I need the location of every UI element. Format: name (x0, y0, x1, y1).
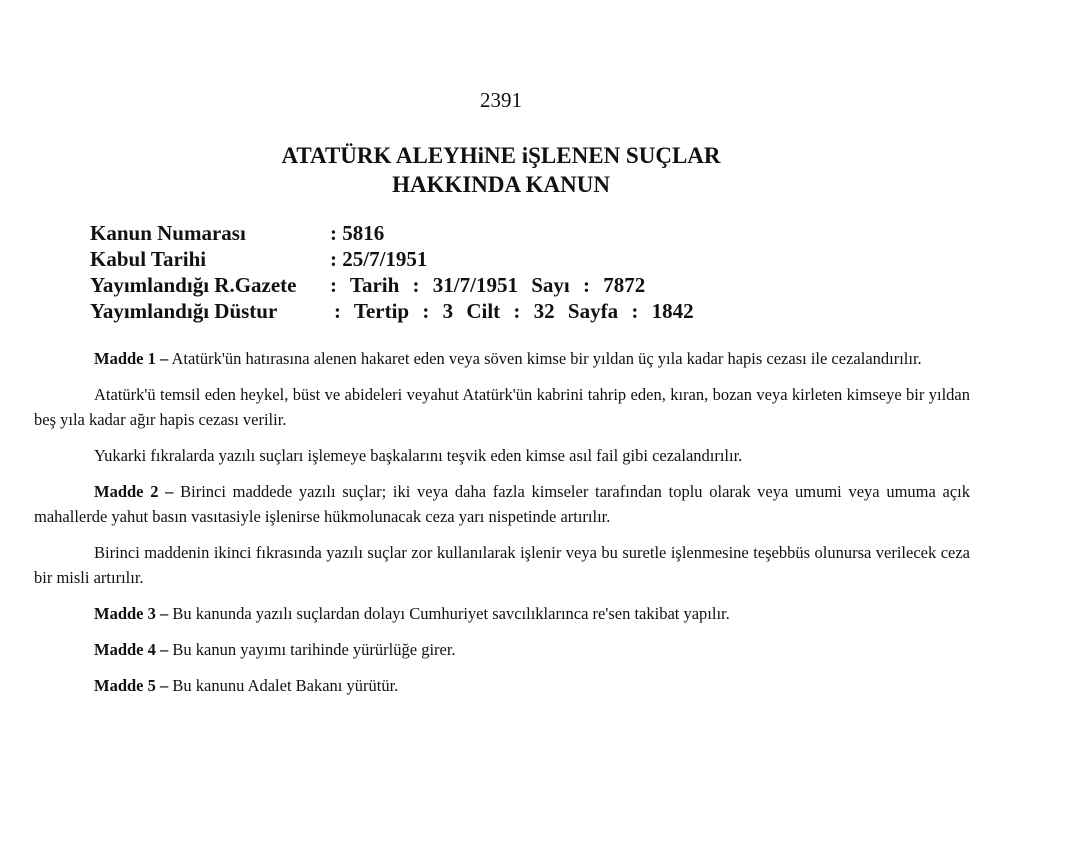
meta-value-official-gazette: : Tarih : 31/7/1951 Sayı : 7872 (330, 273, 646, 297)
article-4-text: Bu kanun yayımı tarihinde yürürlüğe girer. (172, 640, 456, 659)
article-2-text: Birinci maddede yazılı suçlar; iki veya daha fazla kimseler tarafından toplu olarak veya umumi veya umuma açık mahallerde yahut basın vasıtasiyle işlenirse hükmolunacak ceza yarı nispetinde artırılır. (34, 482, 970, 526)
article-1-text: Atatürk'ün hatırasına alenen hakaret eden veya söven kimse bir yıldan üç yıla kadar hapis cezası ile cezalandırılır. (171, 349, 922, 368)
article-3 (34, 601, 970, 626)
article-2-paragraph-2 (34, 540, 970, 590)
article-1-heading: Madde 1 – (94, 349, 169, 368)
law-title-line-1: ATATÜRK ALEYHiNE iŞLENEN SUÇLAR (281, 143, 721, 168)
article-3-text: Bu kanunda yazılı suçlardan dolayı Cumhuriyet savcılıklarınca re'sen takibat yapılır. (172, 604, 730, 623)
article-5-heading: Madde 5 – (94, 676, 169, 695)
article-1-paragraph-2 (34, 382, 970, 432)
meta-value-dustur: : Tertip : 3 Cilt : 32 Sayfa : 1842 (334, 299, 694, 323)
law-body (34, 346, 970, 709)
article-1-paragraph-2-text: Atatürk'ü temsil eden heykel, büst ve abideleri veyahut Atatürk'ün kabrini tahrip eden, kıran, bozan veya kirleten kimseye bir yıldan beş yıla kadar ağır hapis cezası verilir. (34, 385, 970, 429)
article-5 (34, 673, 970, 698)
article-2-paragraph-1 (34, 479, 970, 529)
meta-value-law-number: : 5816 (330, 221, 385, 245)
meta-label-acceptance-date: Kabul Tarihi (90, 247, 207, 271)
page-number: 2391 (480, 88, 522, 112)
article-4-heading: Madde 4 – (94, 640, 169, 659)
meta-label-law-number: Kanun Numarası (90, 221, 246, 245)
meta-label-dustur: Yayımlandığı Düstur (90, 299, 278, 323)
meta-value-acceptance-date: : 25/7/1951 (330, 247, 428, 271)
article-2-heading: Madde 2 – (94, 482, 174, 501)
article-1-paragraph-3 (34, 443, 970, 468)
meta-label-official-gazette: Yayımlandığı R.Gazete (90, 273, 297, 297)
article-1-paragraph-3-text: Yukarki fıkralarda yazılı suçları işlemeye başkalarını teşvik eden kimse asıl fail gibi cezalandırılır. (94, 446, 743, 465)
article-1-paragraph-1 (34, 346, 970, 371)
law-title-line-2: HAKKINDA KANUN (392, 172, 610, 197)
article-4 (34, 637, 970, 662)
article-2-paragraph-2-text: Birinci maddenin ikinci fıkrasında yazılı suçlar zor kullanılarak işlenir veya bu suretle işlenmesine teşebbüs olunursa verilecek ceza bir misli artırılır. (34, 543, 970, 587)
article-3-heading: Madde 3 – (94, 604, 169, 623)
article-5-text: Bu kanunu Adalet Bakanı yürütür. (172, 676, 399, 695)
law-title (0, 141, 1002, 199)
